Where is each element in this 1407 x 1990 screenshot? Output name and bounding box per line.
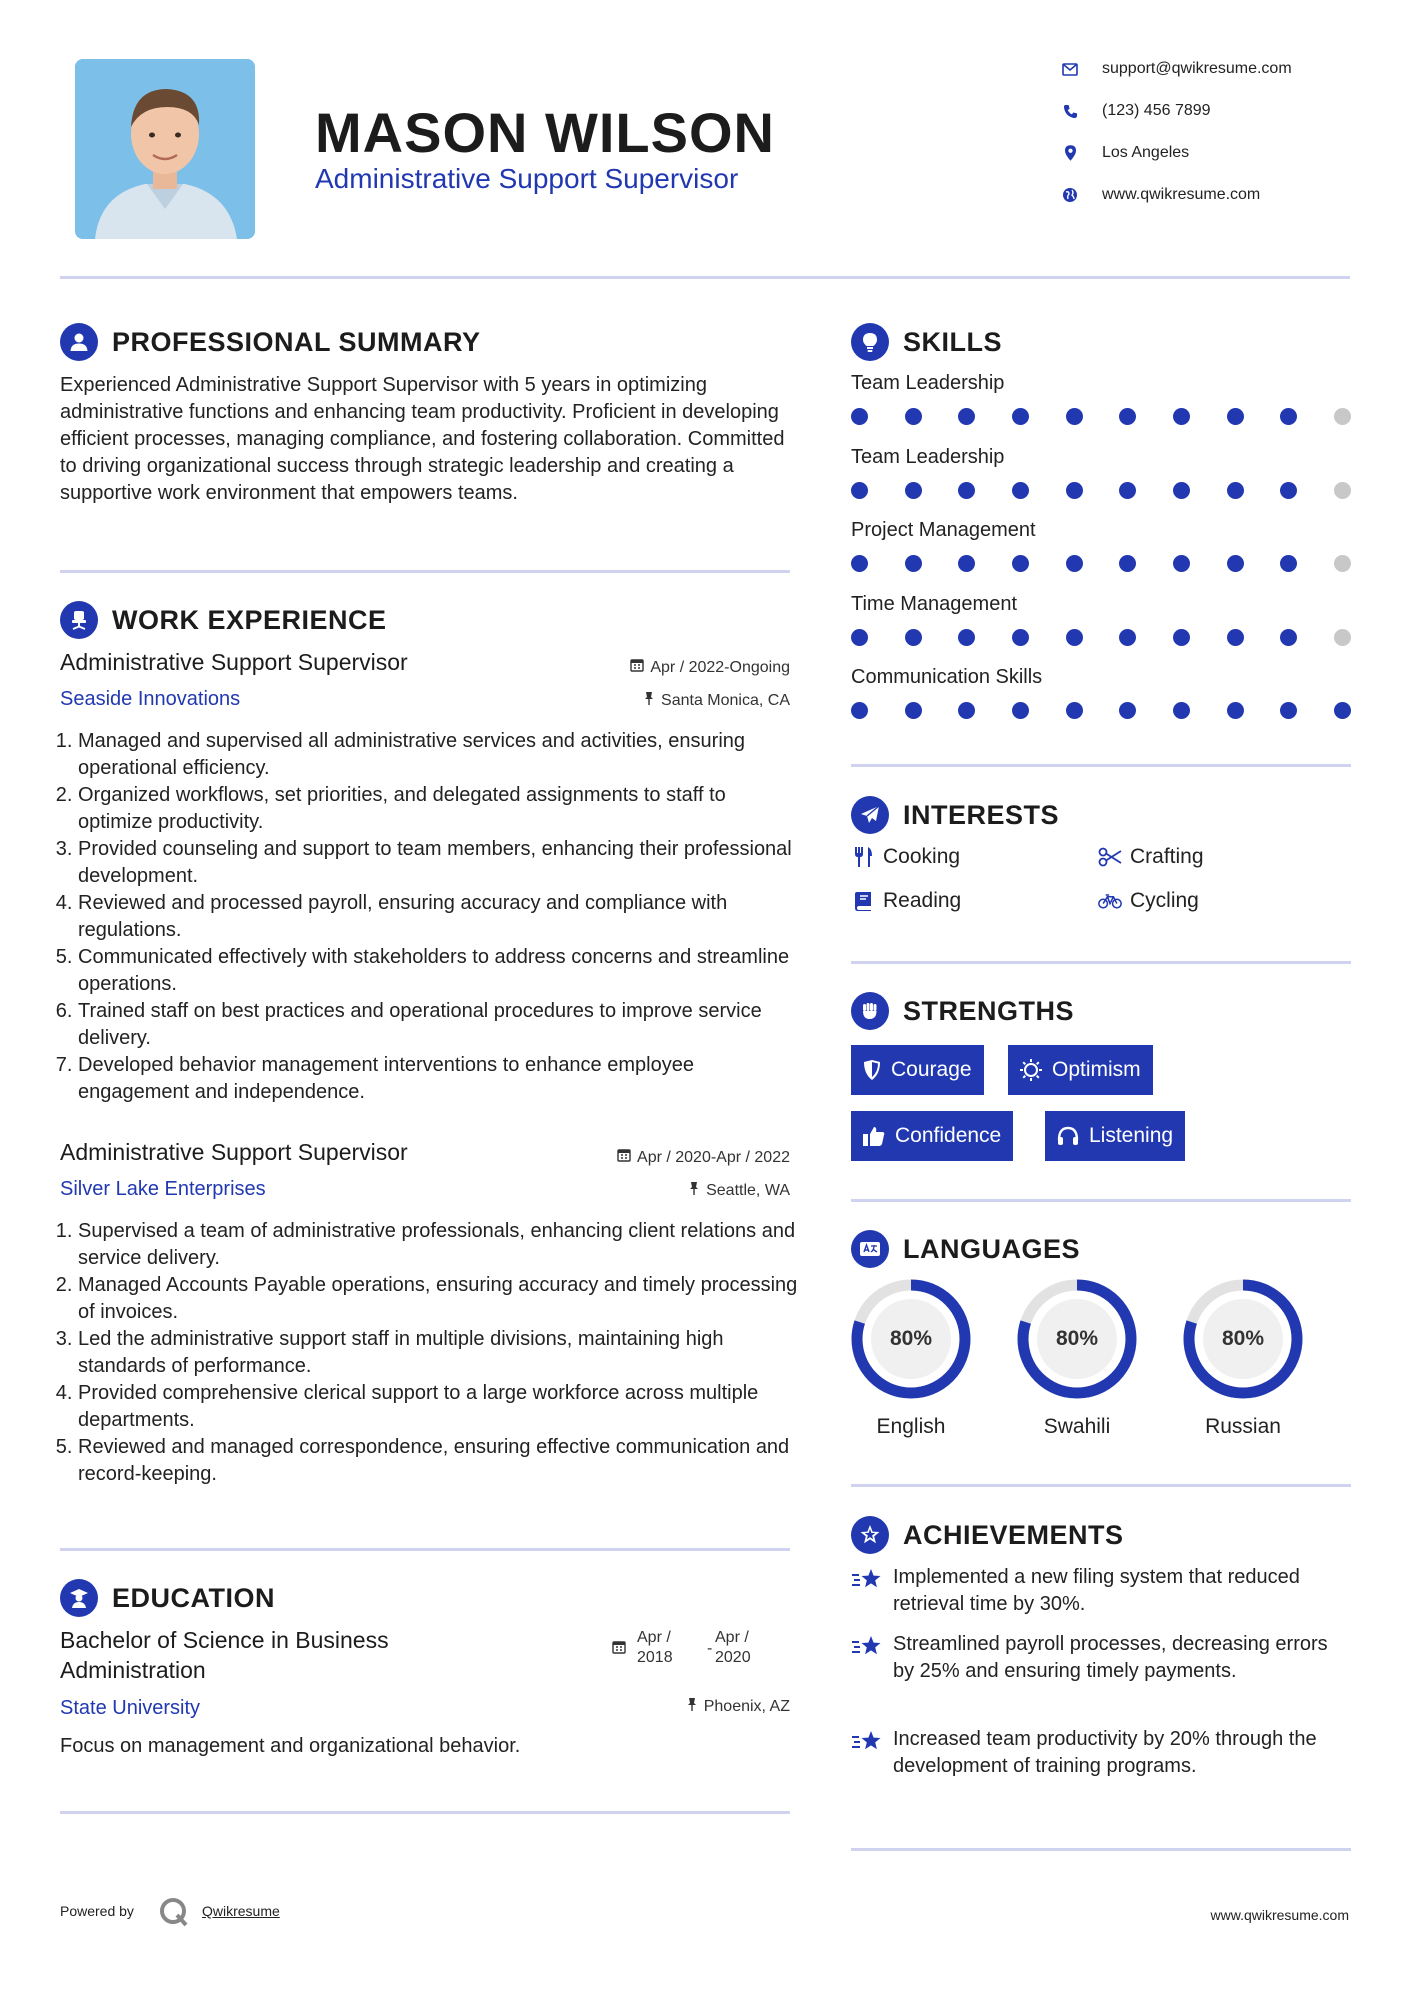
skill-rating [851, 702, 1351, 720]
phone-icon [1052, 104, 1088, 119]
job-location: Santa Monica, CA [643, 691, 790, 710]
rating-dot-filled [1227, 702, 1244, 719]
candidate-name: MASON WILSON [315, 101, 775, 164]
shooting-star-icon [851, 1631, 883, 1685]
rating-dot-filled [958, 555, 975, 572]
rating-dot-filled [1227, 482, 1244, 499]
rating-dot-filled [958, 629, 975, 646]
qwikresume-logo-icon [158, 1896, 190, 1928]
globe-icon [1052, 187, 1088, 203]
rating-dot-filled [1173, 482, 1190, 499]
office-chair-icon [60, 601, 98, 639]
thumbs-up-icon [863, 1126, 885, 1146]
achievements-heading: ACHIEVEMENTS [851, 1516, 1124, 1554]
rating-dot-filled [1119, 555, 1136, 572]
rating-dot-empty [1334, 482, 1351, 499]
education-end-date: Apr / 2020 [715, 1629, 751, 1666]
language-ring [1181, 1277, 1305, 1401]
language-ring [849, 1277, 973, 1401]
languages-divider [851, 1484, 1351, 1487]
rating-dot-filled [958, 408, 975, 425]
skill-rating [851, 629, 1351, 647]
scissors-icon [1098, 847, 1122, 867]
list-item: 5. Reviewed and managed correspondence, ensuring effective communication and record-keeping. [78, 1434, 805, 1488]
rating-dot-filled [1334, 702, 1351, 719]
achievement-item: Streamlined payroll processes, decreasing errors by 25% and ensuring timely payments. [851, 1631, 1351, 1685]
rating-dot-filled [851, 629, 868, 646]
experience-heading: WORK EXPERIENCE [60, 601, 387, 639]
pushpin-icon [643, 691, 655, 710]
rating-dot-filled [1280, 629, 1297, 646]
rating-dot-filled [851, 482, 868, 499]
shield-icon [863, 1060, 881, 1080]
candidate-role: Administrative Support Supervisor [315, 163, 739, 194]
skill-name: Project Management [851, 519, 1036, 541]
strength-chip: Optimism [1008, 1045, 1153, 1095]
strength-chip: Listening [1045, 1111, 1185, 1161]
education-description: Focus on management and organizational behavior. [60, 1735, 521, 1757]
list-item: 7. Developed behavior management interventions to enhance employee engagement and independence. [78, 1052, 805, 1106]
interest-item: Cycling [1098, 889, 1199, 913]
job-title: Administrative Support Supervisor [60, 1139, 408, 1165]
rating-dot-filled [1173, 702, 1190, 719]
rating-dot-filled [1012, 482, 1029, 499]
rating-dot-filled [1119, 482, 1136, 499]
rating-dot-filled [1012, 408, 1029, 425]
job-location: Seattle, WA [688, 1181, 790, 1200]
date-separator: - [707, 1640, 713, 1657]
rating-dot-filled [1280, 408, 1297, 425]
language-percent: 80% [1055, 1327, 1099, 1350]
job-title: Administrative Support Supervisor [60, 649, 408, 675]
rating-dot-filled [851, 702, 868, 719]
interests-divider [851, 961, 1351, 964]
book-icon [851, 891, 875, 911]
header-divider [60, 276, 1350, 279]
contact-email[interactable]: support@qwikresume.com [1052, 57, 1292, 81]
strength-chip: Confidence [851, 1111, 1013, 1161]
degree-title: Bachelor of Science in Business [60, 1627, 389, 1653]
utensils-icon [851, 846, 875, 868]
contact-phone[interactable]: (123) 456 7899 [1052, 99, 1211, 123]
calendar-icon [612, 1640, 626, 1659]
rating-dot-filled [905, 408, 922, 425]
rating-dot-filled [1173, 408, 1190, 425]
summary-text: Experienced Administrative Support Supervisor with 5 years in optimizing administrative functions and enhancing team productivity. Proficient in developing efficient processes, managing compliance, and fostering collaboration. Committed to driving organizational success through strategic leadership and creating a supportive work environment that empowers teams. [60, 374, 785, 504]
language-percent: 80% [889, 1327, 933, 1350]
list-item: 3. Led the administrative support staff in multiple divisions, maintaining high standards of performance. [78, 1326, 805, 1380]
language-icon [851, 1230, 889, 1268]
education-divider [60, 1811, 790, 1814]
rating-dot-filled [1066, 555, 1083, 572]
language-name: English [876, 1415, 946, 1438]
location-pin-icon [1052, 145, 1088, 161]
rating-dot-filled [958, 482, 975, 499]
list-item: 5. Communicated effectively with stakeholders to address concerns and streamline operations. [78, 944, 805, 998]
school-name: State University [60, 1697, 201, 1719]
strength-chip: Courage [851, 1045, 984, 1095]
sun-icon [1020, 1059, 1042, 1081]
pushpin-icon [688, 1181, 700, 1200]
list-item: 3. Provided counseling and support to team members, enhancing their professional development. [78, 836, 805, 890]
rating-dot-filled [1012, 555, 1029, 572]
skill-name: Communication Skills [851, 666, 1043, 688]
skill-rating [851, 555, 1351, 573]
rating-dot-filled [1227, 555, 1244, 572]
rating-dot-filled [958, 702, 975, 719]
footer-website-link[interactable]: www.qwikresume.com [1210, 1907, 1349, 1923]
rating-dot-filled [905, 629, 922, 646]
rating-dot-empty [1334, 629, 1351, 646]
rating-dot-filled [1119, 408, 1136, 425]
envelope-icon [1052, 63, 1088, 76]
skill-rating [851, 408, 1351, 426]
list-item: 6. Trained staff on best practices and operational procedures to improve service delivery. [78, 998, 805, 1052]
skill-name: Team Leadership [851, 372, 1005, 394]
rating-dot-filled [905, 555, 922, 572]
language-name: Swahili [1043, 1415, 1111, 1438]
lightbulb-icon [851, 323, 889, 361]
rating-dot-filled [905, 702, 922, 719]
calendar-icon [617, 1148, 631, 1167]
rating-dot-filled [1280, 555, 1297, 572]
rating-dot-filled [1012, 702, 1029, 719]
list-item: 2. Managed Accounts Payable operations, ensuring accuracy and timely processing of invoices. [78, 1272, 805, 1326]
degree-title: Administration [60, 1657, 206, 1683]
rating-dot-filled [1119, 702, 1136, 719]
languages-heading: LANGUAGES [851, 1230, 1080, 1268]
achievement-item: Implemented a new filing system that reduced retrieval time by 30%. [851, 1564, 1351, 1618]
rating-dot-filled [1066, 629, 1083, 646]
list-item: 1. Managed and supervised all administrative services and activities, ensuring operational efficiency. [78, 728, 805, 782]
list-item: 4. Reviewed and processed payroll, ensuring accuracy and compliance with regulations. [78, 890, 805, 944]
job-dates: Apr / 2022-Ongoing [630, 658, 790, 677]
rating-dot-empty [1334, 408, 1351, 425]
graduate-icon [60, 1579, 98, 1617]
skill-name: Time Management [851, 593, 1017, 615]
rating-dot-filled [1119, 629, 1136, 646]
rating-dot-filled [1173, 555, 1190, 572]
rating-dot-filled [1173, 629, 1190, 646]
company-name: Seaside Innovations [60, 688, 241, 710]
powered-by-label: Powered by [60, 1903, 134, 1919]
language-percent: 80% [1221, 1327, 1265, 1350]
calendar-icon [630, 658, 644, 677]
job-bullets [60, 728, 805, 1106]
achievements-divider [851, 1848, 1351, 1851]
achievement-item: Increased team productivity by 20% through the development of training programs. [851, 1726, 1351, 1780]
interests-heading: INTERESTS [851, 796, 1059, 834]
rating-dot-filled [851, 555, 868, 572]
rating-dot-filled [905, 482, 922, 499]
rating-dot-filled [1012, 629, 1029, 646]
job-bullets [60, 1218, 805, 1488]
rating-dot-empty [1334, 555, 1351, 572]
education-heading: EDUCATION [60, 1579, 275, 1617]
company-name: Silver Lake Enterprises [60, 1178, 266, 1200]
list-item: 4. Provided comprehensive clerical support to a large workforce across multiple departments. [78, 1380, 805, 1434]
user-icon [60, 323, 98, 361]
education-location: Phoenix, AZ [686, 1697, 790, 1716]
language-ring [1015, 1277, 1139, 1401]
profile-photo [75, 59, 255, 239]
interest-item: Reading [851, 889, 961, 913]
contact-website[interactable]: www.qwikresume.com [1052, 183, 1260, 207]
interest-item: Cooking [851, 845, 960, 869]
interest-item: Crafting [1098, 845, 1204, 869]
shooting-star-icon [851, 1564, 883, 1618]
shooting-star-icon [851, 1726, 883, 1780]
rating-dot-filled [1066, 702, 1083, 719]
skill-rating [851, 482, 1351, 500]
summary-heading: PROFESSIONAL SUMMARY [60, 323, 481, 361]
pushpin-icon [686, 1697, 698, 1716]
rating-dot-filled [1280, 702, 1297, 719]
skill-name: Team Leadership [851, 446, 1005, 468]
person-photo-icon [75, 59, 255, 239]
strengths-divider [851, 1199, 1351, 1202]
rating-dot-filled [1280, 482, 1297, 499]
list-item: 2. Organized workflows, set priorities, and delegated assignments to staff to optimize productivity. [78, 782, 805, 836]
education-start-date: Apr / 2018 [637, 1629, 673, 1666]
experience-divider [60, 1548, 790, 1551]
language-name: Russian [1205, 1415, 1281, 1438]
rating-dot-filled [851, 408, 868, 425]
strengths-heading: STRENGTHS [851, 992, 1074, 1030]
rating-dot-filled [1227, 629, 1244, 646]
job-dates: Apr / 2020-Apr / 2022 [617, 1148, 790, 1167]
summary-divider [60, 570, 790, 573]
bicycle-icon [1098, 892, 1122, 910]
rating-dot-filled [1066, 408, 1083, 425]
skills-divider [851, 764, 1351, 767]
star-badge-icon [851, 1516, 889, 1554]
rating-dot-filled [1066, 482, 1083, 499]
headphones-icon [1057, 1126, 1079, 1146]
fist-icon [851, 992, 889, 1030]
contact-location: Los Angeles [1052, 141, 1189, 165]
rating-dot-filled [1227, 408, 1244, 425]
brand-link[interactable]: Qwikresume [202, 1903, 280, 1919]
paper-plane-icon [851, 796, 889, 834]
skills-heading: SKILLS [851, 323, 1002, 361]
list-item: 1. Supervised a team of administrative professionals, enhancing client relations and service delivery. [78, 1218, 805, 1272]
